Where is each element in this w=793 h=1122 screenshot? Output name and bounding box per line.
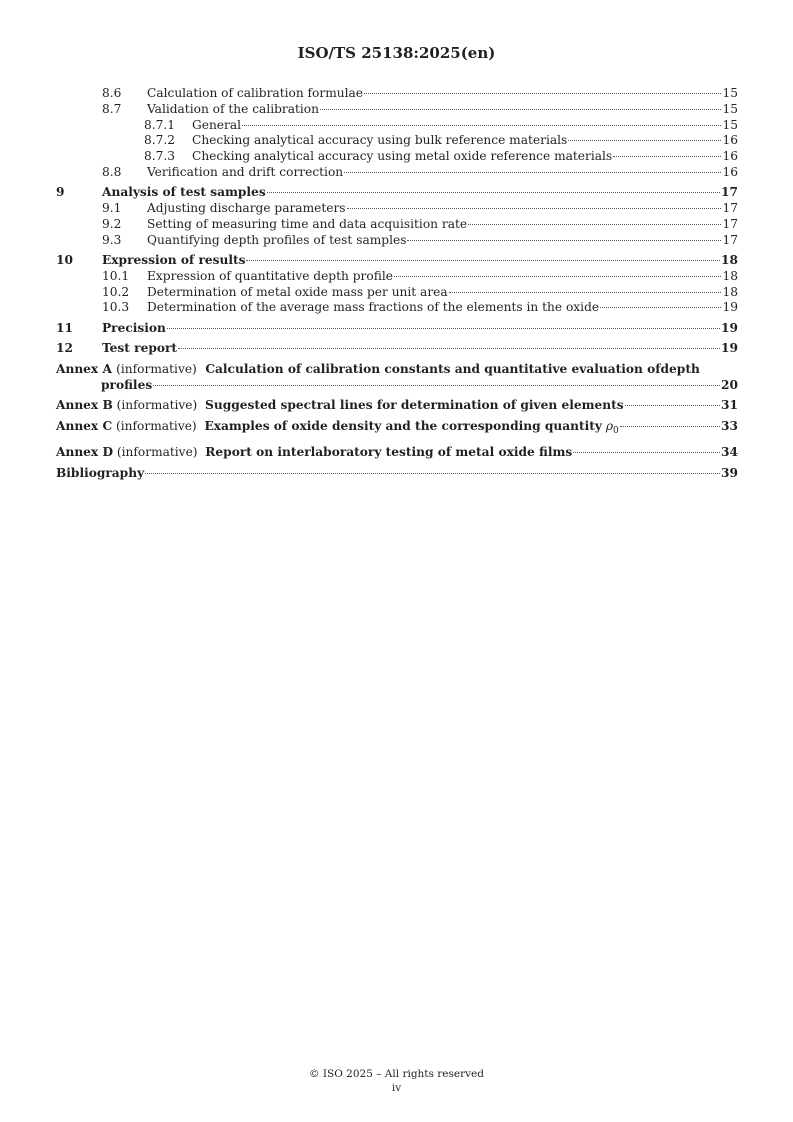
annex-kind: (informative) bbox=[116, 444, 198, 459]
toc-page: 15 bbox=[722, 86, 738, 100]
toc-number: 9.2 bbox=[102, 216, 122, 231]
toc-entry-annex-a[interactable] bbox=[56, 362, 738, 394]
dot-leader bbox=[394, 276, 722, 277]
toc-page: 16 bbox=[722, 149, 738, 164]
toc-number: 10.1 bbox=[102, 268, 130, 283]
dot-leader bbox=[573, 452, 720, 453]
toc-entry-8-7-3[interactable] bbox=[56, 149, 738, 165]
toc-entry-10-2[interactable] bbox=[56, 285, 738, 301]
toc-entry-9-2[interactable] bbox=[56, 217, 738, 233]
dot-leader bbox=[267, 192, 720, 193]
dot-leader bbox=[242, 125, 721, 126]
annex-title: Report on interlaboratory testing of metal oxide films bbox=[205, 444, 573, 459]
toc-page: 19 bbox=[721, 320, 738, 335]
toc-title: Test report bbox=[102, 340, 178, 355]
toc-number: 8.8 bbox=[102, 164, 122, 179]
annex-kind: (informative) bbox=[116, 398, 198, 413]
toc-entry-10-3[interactable] bbox=[56, 300, 738, 316]
toc-number: 11 bbox=[56, 320, 73, 335]
toc-entry-annex-b[interactable] bbox=[56, 398, 738, 414]
toc-title: Checking analytical accuracy using bulk reference materials bbox=[192, 133, 568, 148]
copyright-notice: © ISO 2025 – All rights reserved bbox=[309, 1068, 484, 1080]
toc-entry-8-7-1[interactable] bbox=[56, 118, 738, 134]
toc-page: 18 bbox=[721, 252, 738, 267]
toc-page: 39 bbox=[721, 465, 738, 480]
dot-leader bbox=[407, 240, 721, 241]
toc-entry-9-3[interactable] bbox=[56, 233, 738, 249]
annex-title: Calculation of calibration constants and quantitative evaluation ofdepth bbox=[205, 361, 700, 376]
toc-entry-8-7-2[interactable] bbox=[56, 133, 738, 149]
bibliography-title: Bibliography bbox=[56, 465, 145, 480]
rho-subscript: 0 bbox=[613, 426, 619, 437]
toc-page: 18 bbox=[722, 268, 738, 283]
toc-entry-annex-c[interactable] bbox=[56, 419, 738, 440]
toc-entry-9-1[interactable] bbox=[56, 201, 738, 217]
toc-entry-8-7[interactable] bbox=[56, 102, 738, 118]
annex-label: Annex A bbox=[56, 361, 112, 376]
dot-leader bbox=[625, 405, 720, 406]
annex-kind: (informative) bbox=[116, 361, 197, 376]
toc-number: 8.7.1 bbox=[144, 117, 176, 132]
toc-page: 17 bbox=[722, 201, 738, 216]
toc-title: Determination of the average mass fractions of the elements in the oxide bbox=[147, 300, 600, 315]
toc-number: 9 bbox=[56, 185, 65, 200]
toc-number: 10 bbox=[56, 252, 73, 267]
dot-leader bbox=[468, 224, 721, 225]
dot-leader bbox=[568, 140, 721, 141]
dot-leader bbox=[167, 328, 720, 329]
toc-page: 19 bbox=[721, 340, 738, 355]
dot-leader bbox=[449, 292, 722, 293]
toc-entry-8-8[interactable] bbox=[56, 165, 738, 181]
dot-leader bbox=[344, 172, 721, 173]
toc-entry-11[interactable] bbox=[56, 321, 738, 337]
toc-entry-10-1[interactable] bbox=[56, 269, 738, 285]
toc-number: 8.7 bbox=[102, 101, 122, 116]
toc-page: 15 bbox=[722, 117, 738, 132]
rho-symbol: ρ bbox=[605, 419, 614, 434]
toc-title: Precision bbox=[102, 320, 166, 335]
toc-number: 10.3 bbox=[102, 300, 130, 315]
toc-title: Calculation of calibration formulae bbox=[147, 86, 364, 100]
toc-page: 19 bbox=[722, 300, 738, 315]
toc-title: Validation of the calibration bbox=[147, 101, 319, 116]
toc-page: 15 bbox=[722, 101, 738, 116]
dot-leader bbox=[153, 385, 720, 386]
toc-number: 10.2 bbox=[102, 284, 130, 299]
toc-title: Quantifying depth profiles of test samples bbox=[147, 232, 407, 247]
toc-page: 17 bbox=[722, 232, 738, 247]
annex-label: Annex D bbox=[56, 444, 114, 459]
dot-leader bbox=[178, 348, 720, 349]
toc-entry-9[interactable] bbox=[56, 185, 738, 201]
toc-page: 20 bbox=[721, 377, 738, 392]
toc-page: 16 bbox=[722, 164, 738, 179]
toc-entry-12[interactable] bbox=[56, 341, 738, 357]
annex-title-continued: profiles bbox=[101, 377, 153, 392]
toc-number: 9.1 bbox=[102, 201, 122, 216]
annex-title: Suggested spectral lines for determination of given elements bbox=[205, 398, 624, 413]
dot-leader bbox=[613, 156, 721, 157]
toc-title: General bbox=[192, 117, 241, 132]
toc-title: Verification and drift correction bbox=[147, 164, 344, 179]
toc-number: 9.3 bbox=[102, 232, 122, 247]
toc-page: 18 bbox=[722, 284, 738, 299]
dot-leader bbox=[600, 307, 721, 308]
toc-title: Expression of quantitative depth profile bbox=[147, 268, 393, 283]
toc-number: 8.7.2 bbox=[144, 133, 176, 148]
document-header: ISO/TS 25138:2025(en) bbox=[297, 44, 496, 62]
dot-leader bbox=[246, 260, 720, 261]
annex-label: Annex C bbox=[56, 419, 113, 434]
dot-leader bbox=[320, 109, 721, 110]
toc-number: 8.6 bbox=[102, 86, 122, 100]
toc-entry-10[interactable] bbox=[56, 253, 738, 269]
dot-leader bbox=[347, 208, 722, 209]
page-footer bbox=[0, 1067, 793, 1095]
toc-page: 33 bbox=[721, 419, 738, 434]
annex-kind: (informative) bbox=[116, 419, 197, 434]
toc-title: Adjusting discharge parameters bbox=[147, 201, 346, 216]
toc-page: 16 bbox=[722, 133, 738, 148]
table-of-contents bbox=[56, 86, 738, 482]
toc-number: 12 bbox=[56, 340, 73, 355]
toc-page: 31 bbox=[721, 398, 738, 413]
toc-page: 34 bbox=[721, 444, 738, 459]
annex-label: Annex B bbox=[56, 398, 113, 413]
page-number: iv bbox=[391, 1082, 402, 1094]
dot-leader bbox=[145, 473, 720, 474]
dot-leader bbox=[364, 93, 721, 94]
toc-title: Determination of metal oxide mass per unit area bbox=[147, 284, 448, 299]
toc-entry-annex-d[interactable] bbox=[56, 445, 738, 461]
toc-entry-8-6[interactable] bbox=[56, 86, 738, 102]
dot-leader bbox=[620, 426, 720, 427]
toc-number: 8.7.3 bbox=[144, 149, 176, 164]
toc-title: Expression of results bbox=[102, 252, 246, 267]
toc-title: Analysis of test samples bbox=[102, 185, 266, 200]
toc-page: 17 bbox=[722, 216, 738, 231]
toc-entry-bibliography[interactable] bbox=[56, 466, 738, 482]
toc-title: Setting of measuring time and data acquisition rate bbox=[147, 216, 468, 231]
toc-page: 17 bbox=[721, 185, 738, 200]
toc-title: Checking analytical accuracy using metal oxide reference materials bbox=[192, 149, 613, 164]
annex-title: Examples of oxide density and the corresponding quantity bbox=[204, 419, 602, 434]
